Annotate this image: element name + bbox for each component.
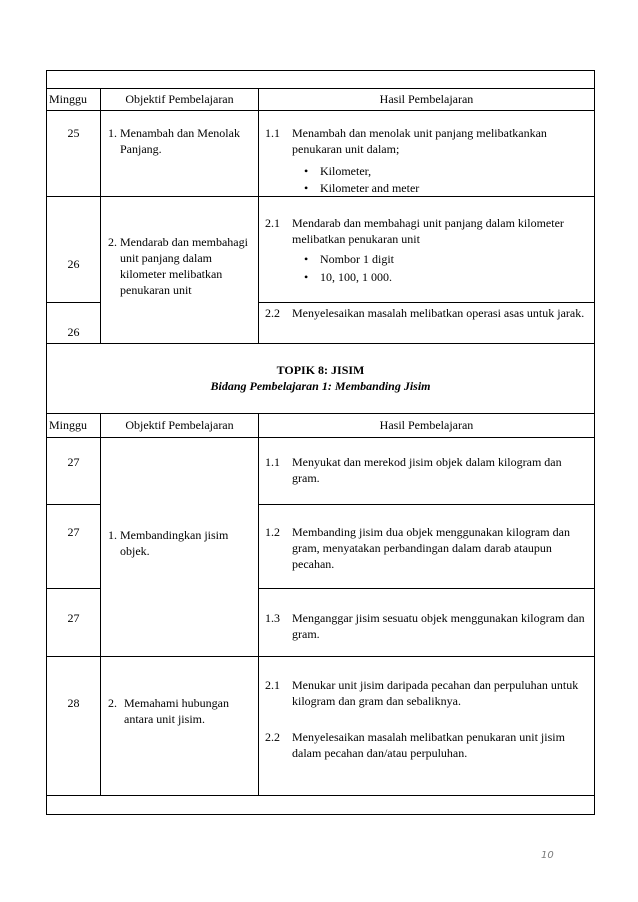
bullet-icon: • [304,164,309,178]
col-divider-week-s2 [100,413,101,796]
week-27-a: 27 [67,455,80,469]
row27a-bottom-outcome [258,504,595,505]
row28-bottom-line [46,795,595,796]
topic-title: TOPIK 8: JISIM [276,363,365,377]
row26a-bottom-line-week [46,302,100,303]
table-bottom-border [46,814,595,815]
bullet-icon: • [304,270,309,284]
row27b-bottom-outcome [258,588,595,589]
objective-s2-2-text: Memahami hubungan antara unit jisim. [124,696,229,726]
objective-1-text: Menambah dan Menolak Panjang. [120,126,240,156]
bullet-icon: • [304,181,309,195]
header2-top-line [46,413,595,414]
outcome-1-1-bullet-1: • Kilometer, [304,164,372,178]
week-25: 25 [67,126,80,140]
header-week: Minggu [49,92,88,106]
week-26-a: 26 [67,257,80,271]
outcome-2-2-num: 2.2 [265,306,280,320]
header-bottom-line [46,110,595,111]
outcome-2-1-num: 2.1 [265,216,280,230]
outcome-1-1-bullet-2: • Kilometer and meter [304,181,420,195]
objective-2-text: Mendarab dan membahagi unit panjang dalam kilometer melibatkan penukaran unit [120,235,248,297]
objective-s2-1-num: 1. [108,528,117,542]
outcome-2-2-text: Menyelesaikan masalah melibatkan operasi asas untuk jarak. [292,306,585,320]
header2-objective: Objektif Pembelajaran [125,418,234,432]
week-28: 28 [67,696,80,710]
outcome-1-1-num: 1.1 [265,126,280,140]
week-27-b: 27 [67,525,80,539]
col-divider-week-s1 [100,88,101,344]
header2-bottom-line [46,437,595,438]
outcome-2-1-text: Mendarab dan membahagi unit panjang dalam kilometer melibatkan penukaran unit [292,216,564,246]
header2-week: Minggu [49,418,88,432]
outcome-s2-2-2-num: 2.2 [265,730,280,744]
outcome-s2-1-1-num: 1.1 [265,455,280,469]
outcome-2-1-bullet-2: • 10, 100, 1 000. [304,270,392,284]
outcome-s2-1-3-text: Menganggar jisim sesuatu objek menggunakan kilogram dan gram. [292,611,585,641]
row27c-bottom-line [46,656,595,657]
header-objective: Objektif Pembelajaran [125,92,234,106]
objective-s2-2-num: 2. [108,696,117,710]
row27a-bottom-week [46,504,100,505]
row26a-bottom-line-outcome [258,302,595,303]
section1-bottom-line [46,343,595,344]
objective-1-num: 1. [108,126,117,140]
row27b-bottom-week [46,588,100,589]
outcome-s2-1-2-num: 1.2 [265,525,280,539]
col-divider-objective-s2 [258,413,259,796]
objective-2-num: 2. [108,235,117,249]
table-top-border [46,70,595,71]
table-right-border [594,70,595,815]
objective-s2-1-text: Membandingkan jisim objek. [120,528,229,558]
outcome-s2-2-1-num: 2.1 [265,678,280,692]
outcome-s2-1-3-num: 1.3 [265,611,280,625]
bullet-icon: • [304,252,309,266]
outcome-s2-1-2-text: Membanding jisim dua objek menggunakan kilogram dan gram, menyatakan perbandingan dalam darab ataupun pecahan. [292,525,570,571]
topic-subtitle: Bidang Pembelajaran 1: Membanding Jisim [210,379,431,393]
week-26-b: 26 [67,325,80,339]
outcome-2-1-bullet-1: • Nombor 1 digit [304,252,394,266]
outcome-s2-2-2-text: Menyelesaikan masalah melibatkan penukaran unit jisim dalam pecahan dan/atau perpuluhan. [292,730,565,760]
outcome-s2-1-1-text: Menyukat dan merekod jisim objek dalam kilogram dan gram. [292,455,562,485]
week-27-c: 27 [67,611,80,625]
header2-outcome: Hasil Pembelajaran [379,418,474,432]
header-top-line [46,88,595,89]
outcome-1-1-text: Menambah dan menolak unit panjang melibatkankan penukaran unit dalam; [292,126,547,156]
outcome-s2-2-1-text: Menukar unit jisim daripada pecahan dan perpuluhan untuk kilogram dan gram dan sebaliknya. [292,678,579,708]
page-number: 10 [541,850,554,861]
row25-bottom-line [46,196,595,197]
header-outcome: Hasil Pembelajaran [379,92,474,106]
